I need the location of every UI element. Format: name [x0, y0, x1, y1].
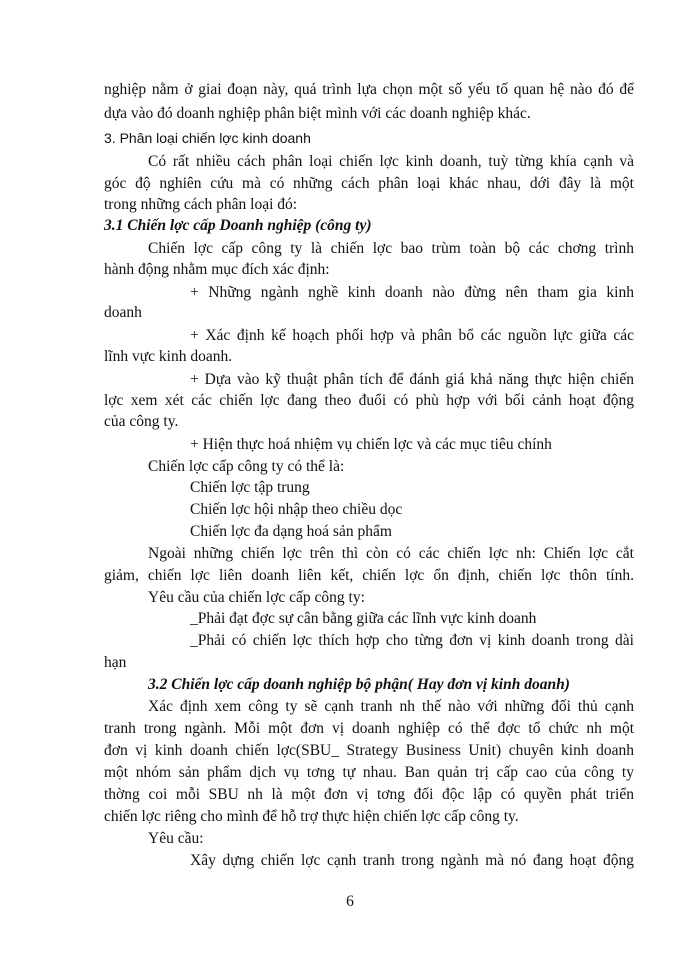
body-line: lợc xem xét các chiến lợc đang theo đuổi có phù hợp với bối cảnh hoạt động — [104, 392, 634, 409]
section-heading: 3. Phân loại chiến lợc kinh doanh — [104, 130, 311, 146]
body-line: góc độ nghiên cứu mà có những cách phân loại khác nhau, dới đây là một — [104, 175, 634, 192]
list-item: Chiến lợc đa dạng hoá sản phẩm — [190, 523, 392, 540]
subsection-heading: 3.1 Chiến lợc cấp Doanh nghiệp (công ty) — [104, 217, 372, 234]
body-line: thờng coi mỗi SBU nh là một đơn vị tơng đối độc lập có quyền phát triển — [104, 786, 634, 803]
body-line: nghiệp nằm ở giai đoạn này, quá trình lựa chọn một số yếu tố quan hệ nào đó để — [104, 81, 634, 98]
body-line: Yêu cầu của chiến lợc cấp công ty: — [148, 589, 365, 606]
body-line: Yêu cầu: — [148, 830, 204, 847]
body-line: tranh trong ngành. Mỗi một đơn vị doanh nghiệp có thể đợc tổ chức nh một — [104, 720, 634, 737]
body-line: của công ty. — [104, 413, 179, 430]
body-line: Chiến lợc cấp công ty có thể là: — [148, 458, 345, 475]
bullet-line: + Những ngành nghề kinh doanh nào đừng nên tham gia kinh — [190, 284, 634, 301]
body-line: Ngoài những chiến lợc trên thì còn có các chiến lợc nh: Chiến lợc cắt — [148, 545, 634, 562]
body-line: hành động nhằm mục đích xác định: — [104, 261, 330, 278]
body-line: Xây dựng chiến lợc cạnh tranh trong ngành mà nó đang hoạt động — [190, 852, 634, 869]
bullet-line: + Dựa vào kỹ thuật phân tích để đánh giá khả năng thực hiện chiến — [190, 371, 634, 388]
list-item: _Phải có chiến lợc thích hợp cho từng đơn vị kinh doanh trong dài — [190, 632, 634, 649]
body-line: Có rất nhiều cách phân loại chiến lợc kinh doanh, tuỳ từng khía cạnh và — [148, 153, 634, 170]
body-line: hạn — [104, 654, 127, 671]
body-line: đơn vị kinh doanh chiến lợc(SBU_ Strategy Business Unit) chuyên kinh doanh — [104, 742, 634, 759]
body-line: một nhóm sản phẩm dịch vụ tơng tự nhau. Ban quản trị cấp cao của công ty — [104, 764, 634, 781]
subsection-heading: 3.2 Chiến lợc cấp doanh nghiệp bộ phận( Hay đơn vị kinh doanh) — [148, 676, 570, 693]
body-line: Chiến lợc cấp công ty là chiến lợc bao trùm toàn bộ các chơng trình — [148, 240, 634, 257]
page-number: 6 — [346, 893, 354, 910]
body-line: lĩnh vực kinh doanh. — [104, 348, 233, 365]
body-line: giảm, chiến lợc liên doanh liên kết, chiến lợc ổn định, chiến lợc thôn tính. — [104, 567, 634, 584]
bullet-line: + Xác định kế hoạch phối hợp và phân bổ các nguồn lực giữa các — [190, 327, 634, 344]
list-item: _Phải đạt đợc sự cân bằng giữa các lĩnh vực kinh doanh — [190, 610, 537, 627]
body-line: chiến lợc riêng cho mình để hỗ trợ thực hiện chiến lợc cấp công ty. — [104, 808, 519, 825]
body-line: dựa vào đó doanh nghiệp phân biệt mình với các doanh nghiệp khác. — [104, 105, 531, 122]
list-item: Chiến lợc tập trung — [190, 479, 310, 496]
bullet-line: + Hiện thực hoá nhiệm vụ chiến lợc và các mục tiêu chính — [190, 436, 552, 453]
body-line: Xác định xem công ty sẽ cạnh tranh nh thế nào với những đối thủ cạnh — [148, 698, 634, 715]
list-item: Chiến lợc hội nhập theo chiều dọc — [190, 501, 403, 518]
body-line: doanh — [104, 304, 142, 321]
body-line: trong những cách phân loại đó: — [104, 196, 298, 213]
